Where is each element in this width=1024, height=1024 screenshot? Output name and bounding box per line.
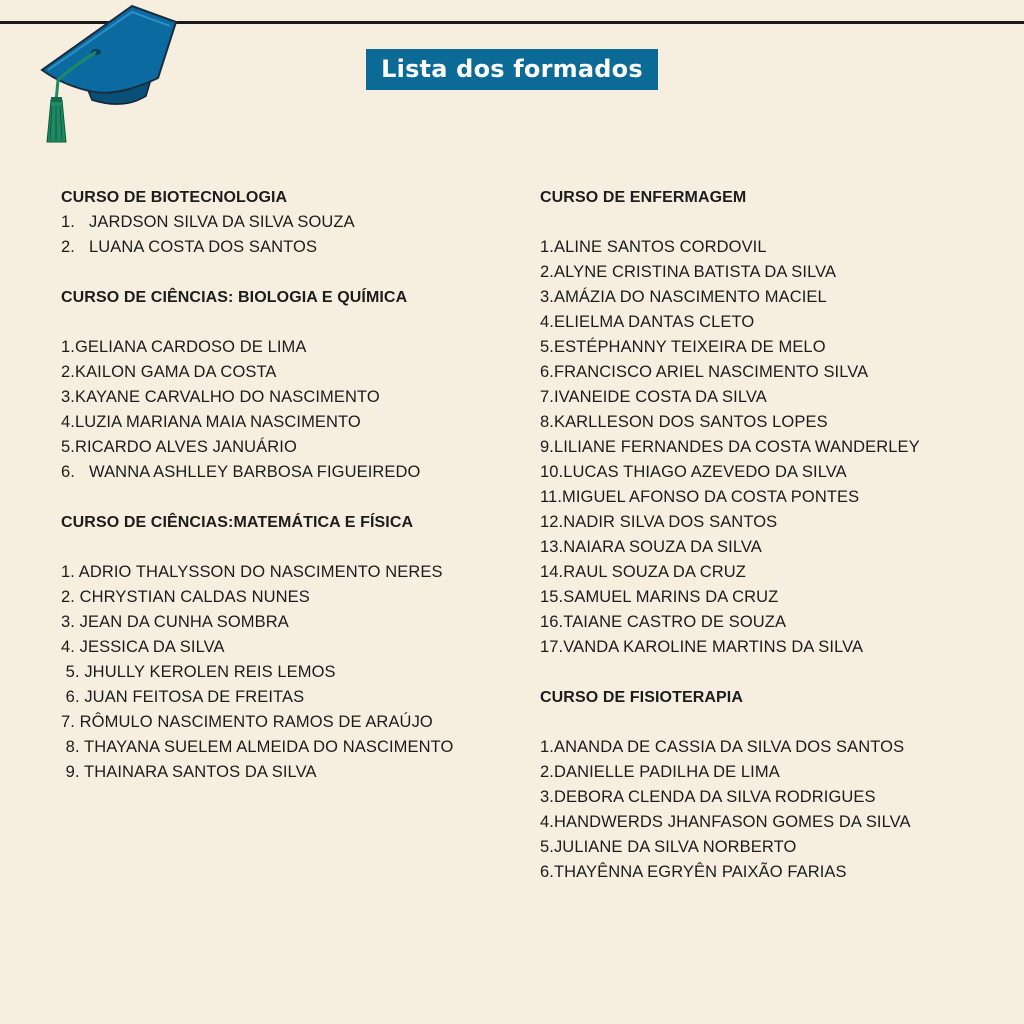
list-item: 2.ALYNE CRISTINA BATISTA DA SILVA [540, 263, 837, 281]
course-heading-matematica-fisica: CURSO DE CIÊNCIAS:MATEMÁTICA E FÍSICA [61, 514, 414, 531]
list-item: 4.ELIELMA DANTAS CLETO [540, 313, 755, 331]
list-item: 6. JUAN FEITOSA DE FREITAS [61, 688, 305, 706]
list-item: 11.MIGUEL AFONSO DA COSTA PONTES [540, 488, 860, 506]
list-item: 5.ESTÉPHANNY TEIXEIRA DE MELO [540, 338, 826, 356]
list-item: 6.FRANCISCO ARIEL NASCIMENTO SILVA [540, 363, 869, 381]
list-item: 6. WANNA ASHLLEY BARBOSA FIGUEIREDO [61, 463, 421, 481]
course-heading-enfermagem: CURSO DE ENFERMAGEM [540, 189, 747, 206]
page-title: Lista dos formados [366, 49, 658, 90]
list-item: 13.NAIARA SOUZA DA SILVA [540, 538, 762, 556]
course-heading-fisioterapia: CURSO DE FISIOTERAPIA [540, 689, 744, 706]
list-item: 16.TAIANE CASTRO DE SOUZA [540, 613, 787, 631]
list-item: 9.LILIANE FERNANDES DA COSTA WANDERLEY [540, 438, 920, 456]
list-item: 4.LUZIA MARIANA MAIA NASCIMENTO [61, 413, 361, 431]
list-item: 10.LUCAS THIAGO AZEVEDO DA SILVA [540, 463, 847, 481]
list-item: 14.RAUL SOUZA DA CRUZ [540, 563, 746, 581]
course-heading-biotecnologia: CURSO DE BIOTECNOLOGIA [61, 189, 288, 206]
list-item: 3.KAYANE CARVALHO DO NASCIMENTO [61, 388, 380, 406]
list-item: 4. JESSICA DA SILVA [61, 638, 225, 656]
list-item: 1.ALINE SANTOS CORDOVIL [540, 238, 767, 256]
list-item: 2. LUANA COSTA DOS SANTOS [61, 238, 318, 256]
list-item: 9. THAINARA SANTOS DA SILVA [61, 763, 317, 781]
list-item: 2. CHRYSTIAN CALDAS NUNES [61, 588, 310, 606]
list-item: 17.VANDA KAROLINE MARTINS DA SILVA [540, 638, 864, 656]
list-item: 5. JHULLY KEROLEN REIS LEMOS [61, 663, 336, 681]
list-item: 2.KAILON GAMA DA COSTA [61, 363, 277, 381]
list-item: 1. JARDSON SILVA DA SILVA SOUZA [61, 213, 355, 231]
list-item: 5.JULIANE DA SILVA NORBERTO [540, 838, 797, 856]
list-item: 3. JEAN DA CUNHA SOMBRA [61, 613, 289, 631]
list-item: 3.DEBORA CLENDA DA SILVA RODRIGUES [540, 788, 876, 806]
list-item: 7.IVANEIDE COSTA DA SILVA [540, 388, 767, 406]
list-item: 3.AMÁZIA DO NASCIMENTO MACIEL [540, 288, 827, 306]
list-item: 4.HANDWERDS JHANFASON GOMES DA SILVA [540, 813, 911, 831]
list-item: 2.DANIELLE PADILHA DE LIMA [540, 763, 780, 781]
list-item: 5.RICARDO ALVES JANUÁRIO [61, 438, 297, 456]
left-column [61, 185, 521, 785]
list-item: 8.KARLLESON DOS SANTOS LOPES [540, 413, 828, 431]
list-item: 7. RÔMULO NASCIMENTO RAMOS DE ARAÚJO [61, 713, 433, 731]
course-heading-biologia-quimica: CURSO DE CIÊNCIAS: BIOLOGIA E QUÍMICA [61, 289, 408, 306]
list-item: 1.GELIANA CARDOSO DE LIMA [61, 338, 307, 356]
list-item: 15.SAMUEL MARINS DA CRUZ [540, 588, 779, 606]
list-item: 8. THAYANA SUELEM ALMEIDA DO NASCIMENTO [61, 738, 454, 756]
list-item: 1. ADRIO THALYSSON DO NASCIMENTO NERES [61, 563, 443, 581]
list-item: 6.THAYÊNNA EGRYÊN PAIXÃO FARIAS [540, 863, 847, 881]
list-item: 1.ANANDA DE CASSIA DA SILVA DOS SANTOS [540, 738, 905, 756]
right-column [540, 185, 1010, 885]
list-item: 12.NADIR SILVA DOS SANTOS [540, 513, 778, 531]
graduation-cap-icon [34, 0, 184, 150]
